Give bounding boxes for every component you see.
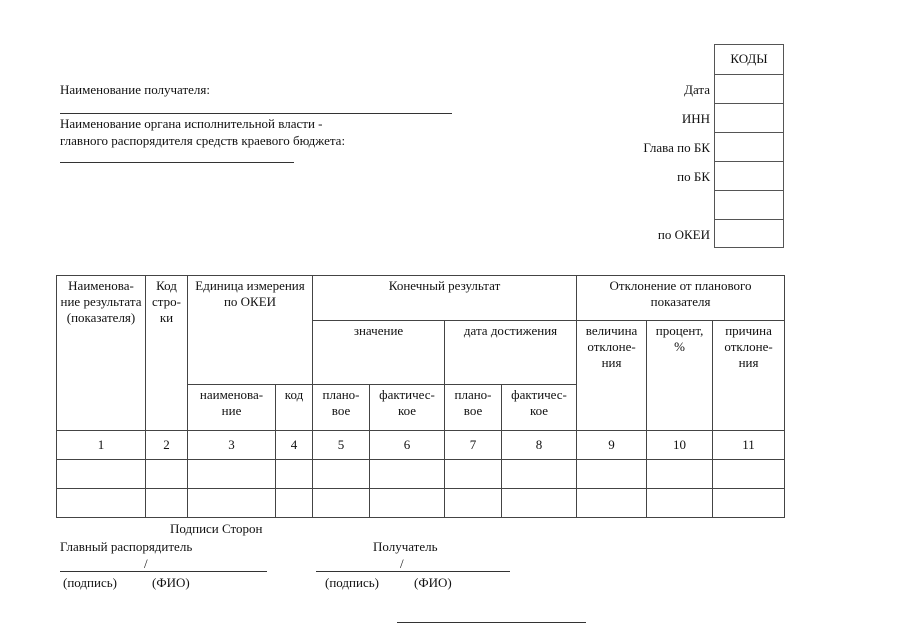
col-number: 11 xyxy=(713,431,785,460)
header-date-planned: плано-вое xyxy=(445,385,502,431)
col-number: 10 xyxy=(647,431,713,460)
main-manager-label: Главный распорядитель xyxy=(60,539,193,554)
codes-cell-divider xyxy=(715,132,783,133)
recipient-underline xyxy=(60,113,452,114)
col-number: 7 xyxy=(445,431,502,460)
header-value: значение xyxy=(313,321,445,385)
col-number: 1 xyxy=(57,431,146,460)
recipient-sign-label: Получатель xyxy=(373,539,438,554)
codes-cell-divider xyxy=(715,161,783,162)
header-result-name: Наименова-ние результата (показателя) xyxy=(57,276,146,431)
codes-cell-divider xyxy=(715,103,783,104)
col-number: 9 xyxy=(577,431,647,460)
col-number: 8 xyxy=(502,431,577,460)
main-manager-fio-caption: (ФИО) xyxy=(152,575,190,590)
codes-box xyxy=(714,44,784,248)
recipient-sign-line xyxy=(316,571,510,572)
header-value-planned: плано-вое xyxy=(313,385,370,431)
header-value-actual: фактичес-кое xyxy=(370,385,445,431)
main-manager-slash: / xyxy=(144,556,148,571)
table-row xyxy=(57,460,785,489)
footer-line xyxy=(397,622,586,623)
codes-label-po-bk: по БК xyxy=(677,169,710,184)
recipient-label: Наименование получателя: xyxy=(60,82,211,97)
col-number: 5 xyxy=(313,431,370,460)
codes-cell-divider xyxy=(715,190,783,191)
recipient-signature-caption: (подпись) xyxy=(325,575,379,590)
results-table xyxy=(56,275,785,518)
codes-label-date: Дата xyxy=(684,82,710,97)
header-deviation-reason: причина отклоне-ния xyxy=(713,321,785,431)
codes-title: КОДЫ xyxy=(730,51,768,66)
table-row xyxy=(57,489,785,518)
main-manager-signature-caption: (подпись) xyxy=(63,575,117,590)
codes-label-inn: ИНН xyxy=(681,111,710,126)
header-deviation-percent: процент, % xyxy=(647,321,713,431)
header-achievement-date: дата достижения xyxy=(445,321,577,385)
authority-underline xyxy=(60,162,294,163)
recipient-fio-caption: (ФИО) xyxy=(414,575,452,590)
header-date-actual: фактичес-кое xyxy=(502,385,577,431)
recipient-slash: / xyxy=(400,556,404,571)
col-number: 4 xyxy=(276,431,313,460)
authority-label-line1: Наименование органа исполнительной власти - xyxy=(60,116,323,131)
signatures-title: Подписи Сторон xyxy=(170,521,263,536)
codes-cell-divider xyxy=(715,219,783,220)
col-number: 3 xyxy=(188,431,276,460)
header-final-result: Конечный результат xyxy=(313,276,577,321)
header-row-code: Код стро-ки xyxy=(146,276,188,431)
authority-label-line2: главного распорядителя средств краевого бюджета: xyxy=(60,133,346,148)
main-manager-sign-line xyxy=(60,571,267,572)
col-number: 2 xyxy=(146,431,188,460)
codes-label-glava-bk: Глава по БК xyxy=(643,140,710,155)
header-deviation: Отклонение от планового показателя xyxy=(577,276,785,321)
header-unit-code: код xyxy=(276,385,313,431)
header-unit-okei: Единица измерения по ОКЕИ xyxy=(188,276,313,385)
header-unit-name: наименова-ние xyxy=(188,385,276,431)
col-number: 6 xyxy=(370,431,445,460)
codes-cell-divider xyxy=(715,74,783,75)
codes-label-okei: по ОКЕИ xyxy=(657,227,710,242)
header-deviation-magnitude: величина отклоне-ния xyxy=(577,321,647,431)
